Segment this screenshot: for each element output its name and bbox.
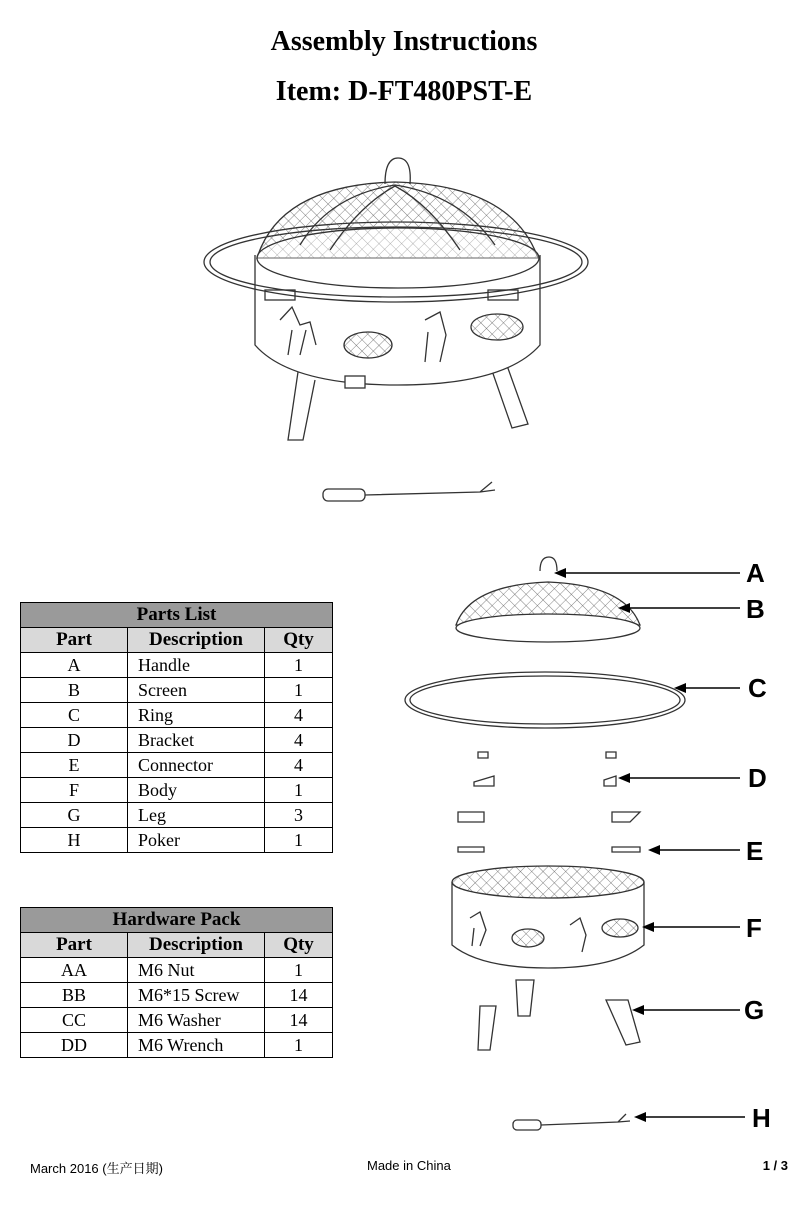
arrowheads: [554, 568, 686, 1122]
callout-a: A: [746, 558, 765, 588]
page-number: 1 / 3: [762, 1158, 788, 1173]
column-header-part: Part: [21, 933, 128, 958]
footer-origin: Made in China: [367, 1158, 451, 1173]
parts-list-table: [20, 602, 333, 853]
callout-c: C: [748, 673, 767, 703]
exploded-view-drawing: [405, 557, 685, 1130]
poker-drawing: [323, 482, 495, 501]
table-row: DD M6 Wrench 1: [21, 1033, 333, 1058]
callout-e: E: [746, 836, 764, 866]
callout-arrows: [562, 573, 745, 1117]
column-header-description: Description: [128, 933, 265, 958]
column-header-part: Part: [21, 628, 128, 653]
table-row: CC M6 Washer 14: [21, 1008, 333, 1033]
table-row: AA M6 Nut 1: [21, 958, 333, 983]
assembled-fire-pit-drawing: [204, 158, 588, 440]
footer-date: March 2016 (生产日期): [30, 1161, 163, 1176]
table-row: B Screen 1: [21, 678, 333, 703]
table-row: D Bracket 4: [21, 728, 333, 753]
page-title: Assembly Instructions: [270, 26, 538, 57]
table-row: G Leg 3: [21, 803, 333, 828]
hardware-pack-caption: Hardware Pack: [21, 908, 333, 933]
item-number: Item: D-FT480PST-E: [275, 76, 533, 107]
callout-b: B: [746, 594, 765, 624]
table-row: C Ring 4: [21, 703, 333, 728]
table-row: H Poker 1: [21, 828, 333, 853]
table-row: A Handle 1: [21, 653, 333, 678]
hardware-pack-table: [20, 907, 333, 1058]
column-header-qty: Qty: [265, 628, 333, 653]
table-row: BB M6*15 Screw 14: [21, 983, 333, 1008]
column-header-description: Description: [128, 628, 265, 653]
column-header-qty: Qty: [265, 933, 333, 958]
callout-g: G: [744, 995, 765, 1025]
table-row: F Body 1: [21, 778, 333, 803]
parts-list-caption: Parts List: [21, 603, 333, 628]
callout-f: F: [746, 913, 762, 943]
table-row: E Connector 4: [21, 753, 333, 778]
callout-d: D: [748, 763, 767, 793]
callout-h: H: [752, 1103, 771, 1133]
